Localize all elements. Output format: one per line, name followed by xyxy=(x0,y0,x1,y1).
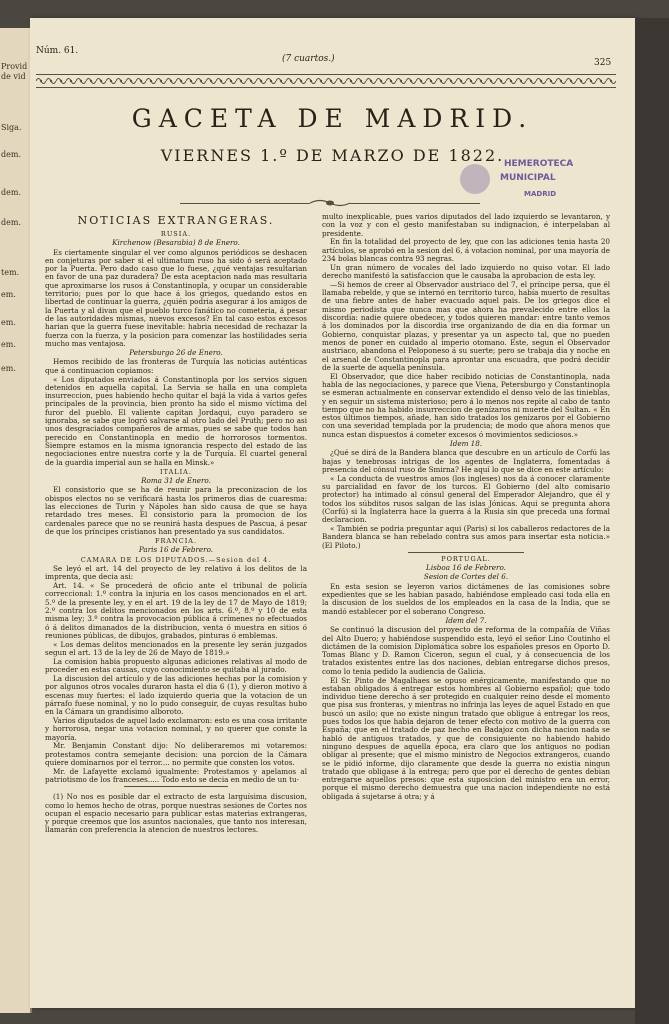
dateline: Paris 16 de Febrero. xyxy=(138,545,214,555)
footnote-divider xyxy=(124,786,229,787)
stamp-seal-icon xyxy=(460,164,490,194)
issue-date: VIERNES 1.º DE MARZO DE 1822. xyxy=(160,146,505,165)
margin-fragment: em. xyxy=(1,340,16,349)
country-heading: PORTUGAL. xyxy=(441,554,491,563)
stamp-line: MUNICIPAL xyxy=(500,173,556,183)
dateline: Lisboa 16 de Febrero. xyxy=(426,563,506,573)
paragraph: —Si hemos de creer al Observador austriaco del 7, el príncipe persa, que él llamaba rebelde, y que se internó en territorio turco, había muerto de resultas de una fiebre antes de haber evacuado aquel pais. De los griegos dice el mismo periodista que nunca mas que ahora ha prevalecido entre ellos la discordia: nadie quiere obedecer, y todos quieren mandar: entre tanto vemos á los dominados por la discordia irse organizando de dia en dia formar un Gobierno, conquistar plazas, y presentar ya un aspecto tal, que no pueden menos de poner en cuidado al imperio otomano. Este, segun el Observador austriaco, abandona el Peloponeso á su suerte; pero se trabaja dia y noche en el arsenal de Constantinopla para aprontar una escuadra, que podrá decidir de la suerte de aquella península. xyxy=(322,279,610,372)
margin-fragment: Provid xyxy=(1,62,28,71)
paragraph: « La conducta de vuestros amos (los ingleses) nos da á conocer claramente su parcialidad en favor de los turcos. El Gobierno (del alto comisario protector) ha intimado al cónsul general del Emperador Alejandro, que él y todos los súbditos rusos salgan de las islas Jónicas. Aqui se pregunta ahora (Corfú) si la Inglaterra hace la guerra á la Rusia sin que preceda una formal declaracion. xyxy=(322,473,610,525)
paragraph: Art. 14. « Se procederá de oficio ante el tribunal de policía correccional: 1.º contra la injuria en los casos mencionados en el art. 5.º de la presente ley, y en el art. 19 de la ley de 17 de Mayo de 1819; 2.º contra los delitos mencionados en los arts. 6.º, 8.º y 10 de esta misma ley; 3.º contra la provocacion pública á crímenes no efectuados ó á delitos dimanados de la distribucion, venta ó muestra en sitios ó reuniones públicas, de dibujos, grabados, pinturas ó emblemas. xyxy=(45,581,307,640)
margin-fragment: Siga. xyxy=(1,123,22,132)
paragraph: multo inexplicable, pues varios diputados del lado izquierdo se levantaron, y con la voz y con el gesto manifestaban su indignacion, é interpelaban al presidente. xyxy=(322,212,610,238)
paragraph: El Sr. Pinto de Magalhaes se opuso enérgicamente, manifestando que no estaban obligados á entregar estos hombres al Gobierno español; que todo individuo tiene derecho á ser protegido en cualquier reino desde el momento que pisa sus fronteras, y mientras no infrinja las leyes de aquel Estado en que buscó un asilo; que no existe ningun tratado que obligue á entregar los reos, pues todos los que habia dejaron de tener efecto con motivo de la guerra con España; que en el tratado de paz hecho en Badajoz con dicha nacion nada se habló de antiguos tratados, y que de consiguiente no habiendo habido ninguno despues de aquella época, era claro que los antiguos no podian obligar al presente; que el mismo ministro de Negocios extrangeros, cuando se le pidió informe, dijo claramente que desde la guerra no existia ningun tratado que obligase á la entrega; pero que por el derecho de gentes debian entregarse aquellos presos: que esta suposicion del ministro era un error, porque el mismo derecho demuestra que una nacion independiente no está obligada á sujetarse á otra; y á xyxy=(322,675,610,801)
paragraph: En esta sesion se leyeron varios dictámenes de las comisiones sobre expedientes que se les habian pasado, habiéndose empleado casi toda ella en la discusion de los sueldos de los empleados en la casa de la India, que se mandó establecer por el soberano Congreso. xyxy=(322,581,610,616)
issue-number: Núm. 61. xyxy=(36,46,79,56)
section-heading: NOTICIAS EXTRANGERAS. xyxy=(77,214,275,227)
divider-ornament-icon xyxy=(310,198,350,208)
paragraph: Se continuó la discusion del proyecto de reforma de la compañía de Viñas del Alto Duero; y habiéndose suspendido esta, leyó el señor Lino Coutinho el dictámen de la comision Diplomática sobre los españoles presos en Oporto D. Tomas Blanc y D. Ramon Ciceron, segun el cual, y á consecuencia de los tratados existentes entre las dos naciones, debian entregarse dichos presos, como lo tenia pedido la audiencia de Galicia. xyxy=(322,625,610,676)
dateline: Idem 18. xyxy=(449,439,483,449)
paragraph: La discusion del artículo y de las adiciones hechas por la comision y por algunos otros vocales duraron hasta el dia 6 (1), y dieron motivo á escenas muy fuertes: el lado izquierdo queria que la votacion de un párrafo fuese nominal, y no lo pudo conseguir, de cuyas resultas hubo en la Cámara un grandísimo alboroto. xyxy=(45,673,307,717)
paragraph: « Los demas delitos mencionados en la presente ley serán juzgados segun el art. 13 de la ley de 26 de Mayo de 1819.» xyxy=(45,639,307,658)
divider xyxy=(180,203,310,204)
price: (7 cuartos.) xyxy=(282,54,335,64)
paragraph: Un gran número de vocales del lado izquierdo no quiso votar. El lado derecho manifestó la satisfaccion que le causaba la aprobacion de esta ley. xyxy=(322,262,610,281)
paragraph: Mr. de Lafayette exclamó igualmente: Protestamos y apelamos al patriotismo de los franceses..... Todo esto se decia en medio de un tu- xyxy=(45,766,307,784)
margin-fragment: em. xyxy=(1,364,16,373)
margin-fragment: dem. xyxy=(1,150,21,159)
margin-fragment: tem. xyxy=(1,268,20,277)
paragraph: Hemos recibido de las fronteras de Turquía las noticias auténticas que á continuacion copiamos: xyxy=(45,357,307,375)
paragraph: Es ciertamente singular el ver como algunos periódicos se deshacen en conjeturas por saber si el ultimatum ruso ha sido ó será aceptado por la Puerta. Pero dado caso que lo fuese, ¿qué ventajas resultarian en favor de una paz duradera? De esta aceptacion nada mas resultaria que aproximarse los rusos á Constantinopla, y ocupar un considerable territorio; pues por lo que hace á los griegos, quedando estos en libertad de continuar la guerra, ¿quién podria asegurar á los amigos de la Puerta y al divan que el pueblo turco fanático no cometeria, á pesar de las autoridades mismas, nuevos excesos? En tal caso estos excesos harian que la guerra fuese inevitable: habria necesidad de rechazar la fuerza con la fuerza, y la posicion para comenzar las hostilidades seria mucho mas ventajosa. xyxy=(45,247,307,348)
ornamental-border xyxy=(36,74,616,88)
paragraph: « Los diputados enviados á Constantinopla por los servios siguen detenidos en aquella capital. La Servia se halla en una completa insurreccion, pues habiendo hecho quitar el bajá la vida á varios gefes principales de la provincia, bien pronto ha sido el mismo víctima del furor del pueblo. El valiente capitan Jordaqui, cuyo paradero se ignoraba, se sabe que logró salvarse al otro lado del Pruth; pero no asi unos desgraciados compañeros de armas, pues se sabe que todos han perecido en Constantinopla en medio de horrorosos tormentos. Siempre estamos en la misma ignorancia respecto del estado de las negociaciones entre nuestra corte y la de Turquía. El cuartel general de la guardia imperial aun se halla en Minsk.» xyxy=(45,374,307,467)
dateline: Idem del 7. xyxy=(445,615,487,625)
paragraph: El consistorio que se ha de reunir para la preconizacion de los obispos electos no se verificará hasta los primeros dias de cuaresma: las elecciones de Turin y Nápoles han sido causa de que se haya retardado tres meses. El consistorio para la promocion de los cardenales parece que no se reunirá hasta despues de Pascua, á pesar de que los príncipes cristianos han presentado ya sus candidatos. xyxy=(45,485,307,536)
footnote: (1) No nos es posible dar el extracto de esta larguísima discusion, como lo hemos hecho de otras, porque nuestras sesiones de Cortes nos ocupan el espacio necesario para publicar estas materias extrangeras, y porque creemos que los asuntos nacionales, que tanto nos interesan, llamarán con preferencia la atencion de nuestros lectores. xyxy=(45,792,307,835)
subheading: Sesion de Cortes del 6. xyxy=(423,572,509,582)
divider xyxy=(350,203,480,204)
country-heading: RUSIA. xyxy=(160,230,192,238)
paragraph: ¿Qué se dirá de la Bandera blanca que descubre en un artículo de Corfú las bajas y tenebrosas intrigas de los agentes de Inglaterra, fomentadas á presencia del cónsul ruso de Smirna? He aquí lo que se dice en este artículo: xyxy=(322,448,610,474)
paragraph: En fin la totalidad del proyecto de ley, que con las adiciones tenia hasta 20 artículos, se aprobó en la sesion del 6, á votacion nominal, por una mayoría de 234 bolas blancas contra 93 negras. xyxy=(322,237,610,263)
page-number: 325 xyxy=(594,58,612,68)
right-column xyxy=(322,213,610,801)
paragraph: Varios diputados de aquel lado exclamaron: esto es una cosa irritante y horrorosa, negar una votacion nominal, y no querer que conste la mayoría. xyxy=(45,715,307,742)
margin-fragment: de vid xyxy=(1,72,26,81)
stamp-line: MADRID xyxy=(524,190,556,198)
margin-fragment: dem. xyxy=(1,188,21,197)
left-column xyxy=(45,213,307,835)
background-edge xyxy=(635,18,669,1024)
margin-fragment: dem. xyxy=(1,218,21,227)
margin-fragment: em. xyxy=(1,318,16,327)
paragraph: « También se podria preguntar aqui (Paris) si los caballeros redactores de la Bandera blanca se han rebelado contra sus amos para insertar esta noticia.» (El Piloto.) xyxy=(322,523,610,550)
paragraph: El Observador, que dice haber recibido noticias de Constantinopla, nada habla de las negociaciones, y parece que Viena, Petersburgo y Constantinopla se esmeran actualmente en conservar extendido el denso velo de las tinieblas, y en seguir un sistema misterioso; pero á lo menos nos repite al cabo de tanto tiempo que no ha habido insurreccion de genízaros ni muerte del Sultan. « En estos últimos tiempos, añade, han sido tratados los genízaros por el Gobierno con una severidad templada por la prudencia; de modo que ahora menos que nunca estan dispuestos á cometer excesos ó movimientos sediciosos.» xyxy=(322,371,610,439)
paragraph: La comision habia propuesto algunas adiciones relativas al modo de proceder en estas causas, cuyo conocimiento se quitaba al jurado. xyxy=(45,656,307,675)
country-heading: FRANCIA. xyxy=(154,537,198,546)
paragraph: Se leyó el art. 14 del proyecto de ley relativo á los delitos de la imprenta, que decia asi: xyxy=(45,564,307,582)
dateline: Kirchenow (Besarabia) 8 de Enero. xyxy=(112,238,240,248)
newspaper-page xyxy=(30,18,635,1008)
dateline: Petersburgo 26 de Enero. xyxy=(129,348,223,358)
dateline: Roma 31 de Enero. xyxy=(141,476,211,486)
adjacent-page-edge xyxy=(0,28,32,1013)
margin-fragment: em. xyxy=(1,290,16,299)
library-stamp xyxy=(460,158,600,202)
subheading: CAMARA DE LOS DIPUTADOS.—Sesion del 4. xyxy=(80,555,272,564)
section-divider xyxy=(408,552,523,553)
masthead-title: GACETA DE MADRID. xyxy=(131,104,534,133)
country-heading: ITALIA. xyxy=(160,467,192,476)
paragraph: Mr. Benjamin Constant dijo: No deliberaremos mi votaremos: protestamos contra semejante decision: una porcion de la Cámara quiere dominarnos por el terror.... no permite que consten los votos. xyxy=(45,741,307,767)
stamp-line: HEMEROTECA xyxy=(504,159,574,169)
